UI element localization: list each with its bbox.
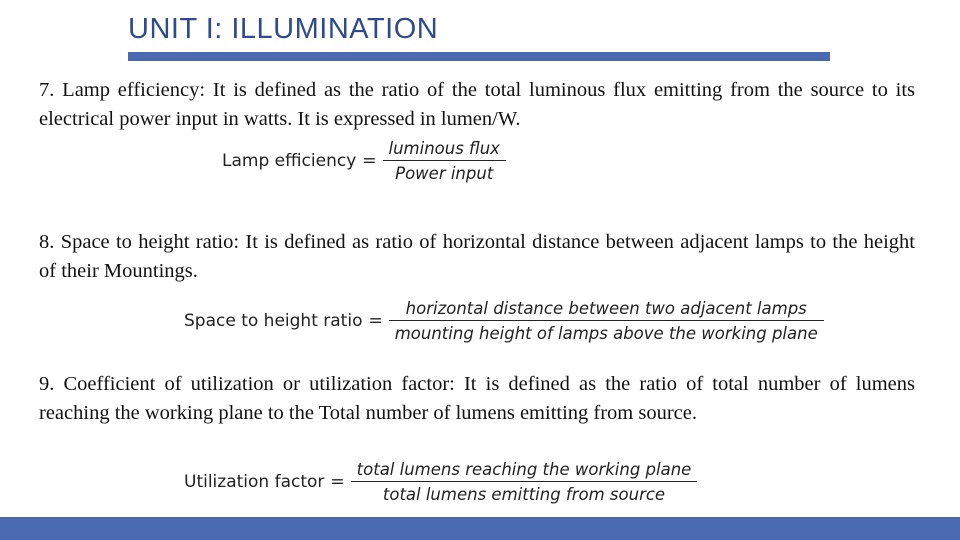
fraction-denominator: total lumens emitting from source xyxy=(382,485,666,505)
formula-lhs: Lamp efficiency xyxy=(222,151,357,172)
equals-sign: = xyxy=(368,311,383,332)
fraction-denominator: mounting height of lamps above the working plane xyxy=(394,324,818,344)
footer-accent-bar xyxy=(0,517,960,540)
formula-lhs: Space to height ratio xyxy=(184,311,363,332)
formula-space-to-height-ratio xyxy=(184,299,824,343)
formula-lamp-efficiency xyxy=(222,139,506,183)
fraction-denominator: Power input xyxy=(395,164,494,184)
fraction xyxy=(351,460,698,504)
formula-utilization-factor xyxy=(184,460,697,504)
slide-title: UNIT I: ILLUMINATION xyxy=(128,13,439,45)
fraction-numerator: total lumens reaching the working plane xyxy=(356,460,692,479)
fraction xyxy=(389,299,824,343)
title-underline-bar xyxy=(128,52,830,61)
fraction-numerator: horizontal distance between two adjacent lamps xyxy=(405,299,807,318)
fraction xyxy=(383,139,506,183)
formula-lhs: Utilization factor xyxy=(184,472,325,493)
definition-space-to-height-ratio: 8. Space to height ratio: It is defined as ratio of horizontal distance between adjacent lamps to the height of their Mountings. xyxy=(39,231,915,282)
equals-sign: = xyxy=(330,472,345,493)
definition-lamp-efficiency: 7. Lamp efficiency: It is defined as the ratio of the total luminous flux emitting from the source to its electrical power input in watts. It is expressed in lumen/W. xyxy=(39,79,915,130)
equals-sign: = xyxy=(362,151,377,172)
definition-utilization-factor: 9. Coefficient of utilization or utilization factor: It is defined as the ratio of total number of lumens reaching the working plane to the Total number of lumens emitting from source. xyxy=(39,373,915,424)
fraction-numerator: luminous flux xyxy=(388,139,500,158)
